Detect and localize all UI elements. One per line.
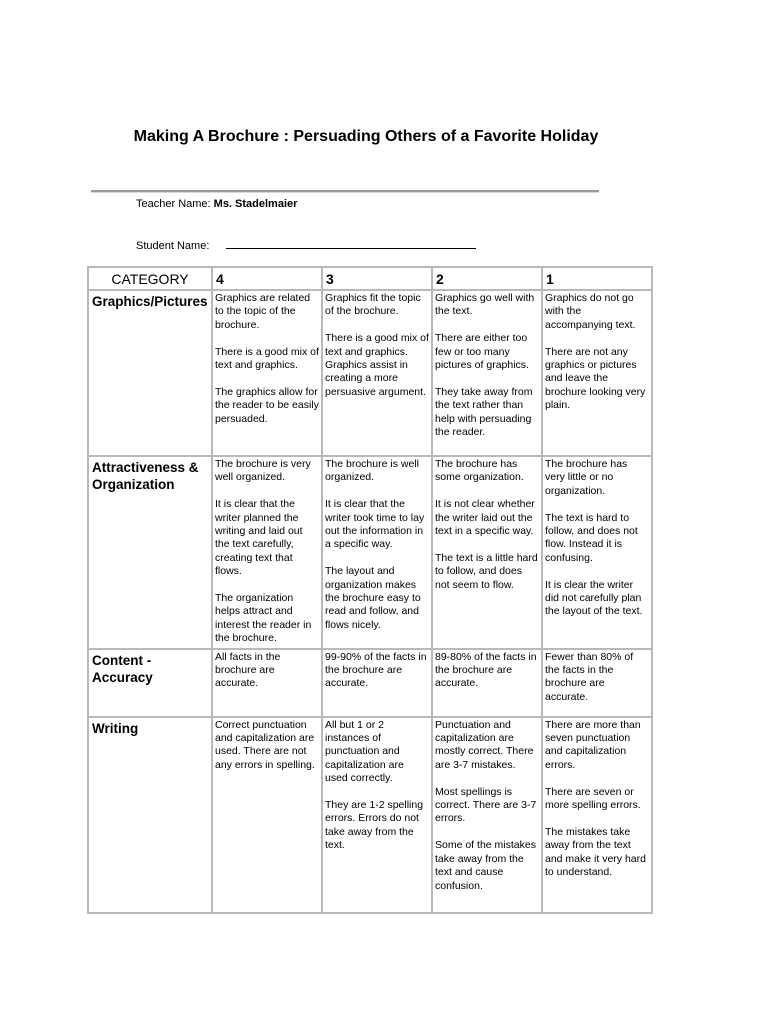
score-header-4: 4 [212,267,322,290]
title-divider [91,190,599,193]
document-title: Making A Brochure : Persuading Others of a Favorite Holiday [133,128,599,145]
category-header: CATEGORY [88,267,212,290]
teacher-name-label: Teacher Name: [136,198,211,210]
rubric-cell-content-2 [432,649,542,717]
criterion-text: It is clear the writer did not carefully plan the layout of the text. [545,578,643,618]
rubric-cell-attractiveness-2 [432,456,542,649]
criterion-text: Most spellings is correct. There are 3-7 errors. [435,785,537,825]
criterion-text: The brochure has very little or no organization. [545,458,628,497]
rubric-cell-writing-2 [432,717,542,913]
criterion-text: The brochure is very well organized. [215,458,311,484]
criterion-text: There is a good mix of text and graphics. Graphics assist in creating a more persuasive argument. [325,332,429,398]
criterion-text: The brochure has some organization. [435,458,524,484]
criterion-text: There are seven or more spelling errors. [545,785,641,812]
criterion-text: The text is hard to follow, and does not flow. Instead it is confusing. [545,511,638,564]
score-header-2: 2 [432,267,542,290]
criterion-text: Correct punctuation and capitalization are used. There are not any errors in spelling. [215,718,315,771]
category-graphics-pictures: Graphics/Pictures [88,290,212,456]
rubric-cell-content-4 [212,649,322,717]
rubric-row-content [88,649,652,717]
criterion-text: Graphics are related to the topic of the brochure. [215,292,311,331]
criterion-text: Fewer than 80% of the facts in the brochure are accurate. [545,650,634,703]
criterion-text: 89-80% of the facts in the brochure are accurate. [435,650,537,690]
criterion-text: It is not clear whether the writer laid out the text in a specific way. [435,498,535,538]
criterion-text: Punctuation and capitalization are mostly correct. There are 3-7 mistakes. [435,718,534,771]
criterion-text: It is clear that the writer took time to lay out the information in a specific way. [325,498,425,551]
category-writing: Writing [88,717,212,913]
rubric-header-row [88,267,652,290]
criterion-text: The layout and organization makes the brochure easy to read and follow, and flows nicely. [325,565,421,631]
teacher-name-line [136,197,297,211]
score-header-3: 3 [322,267,432,290]
rubric-cell-graphics-2 [432,290,542,456]
score-header-1: 1 [542,267,652,290]
criterion-text: The organization helps attract and interest the reader in the brochure. [215,592,312,645]
rubric-cell-attractiveness-1 [542,456,652,649]
student-name-line [136,237,476,253]
criterion-text: They take away from the text rather than help with persuading the reader. [435,385,533,439]
student-name-label: Student Name: [136,240,210,252]
rubric-table [87,266,653,914]
rubric-cell-content-3 [322,649,432,717]
criterion-text: The text is a little hard to follow, and does not seem to flow. [435,551,538,591]
criterion-text: All facts in the brochure are accurate. [215,650,281,690]
criterion-text: Graphics do not go with the accompanying text. [545,292,636,331]
rubric-cell-graphics-3 [322,290,432,456]
criterion-text: The graphics allow for the reader to be easily persuaded. [215,385,319,425]
criterion-text: They are 1-2 spelling errors. Errors do not take away from the text. [325,799,424,852]
category-attractiveness-organization: Attractiveness & Organization [88,456,212,649]
rubric-cell-writing-4 [212,717,322,913]
rubric-cell-attractiveness-3 [322,456,432,649]
rubric-cell-attractiveness-4 [212,456,322,649]
criterion-text: The mistakes take away from the text and make it very hard to understand. [545,825,646,879]
criterion-text: 99-90% of the facts in the brochure are accurate. [325,650,427,690]
criterion-text: Graphics go well with the text. [435,292,535,318]
criterion-text: The brochure is well organized. [325,458,419,484]
rubric-row-graphics [88,290,652,456]
rubric-row-attractiveness [88,456,652,649]
student-name-blank [226,237,476,249]
criterion-text: Some of the mistakes take away from the text and cause confusion. [435,839,536,892]
criterion-text: There are not any graphics or pictures and leave the brochure looking very plain. [545,345,646,412]
teacher-name-value: Ms. Stadelmaier [213,198,298,210]
rubric-cell-writing-1 [542,717,652,913]
rubric-cell-writing-3 [322,717,432,913]
rubric-cell-content-1 [542,649,652,717]
criterion-text: It is clear that the writer planned the writing and laid out the text carefully, creating text that flows. [215,498,303,578]
rubric-cell-graphics-1 [542,290,652,456]
criterion-text: There are more than seven punctuation and capitalization errors. [545,718,641,771]
rubric-cell-graphics-4 [212,290,322,456]
criterion-text: All but 1 or 2 instances of punctuation and capitalization are used correctly. [325,718,404,785]
category-content-accuracy: Content - Accuracy [88,649,212,717]
criterion-text: There is a good mix of text and graphics. [215,345,319,372]
criterion-text: Graphics fit the topic of the brochure. [325,292,421,318]
criterion-text: There are either too few or too many pictures of graphics. [435,332,529,372]
rubric-row-writing [88,717,652,913]
